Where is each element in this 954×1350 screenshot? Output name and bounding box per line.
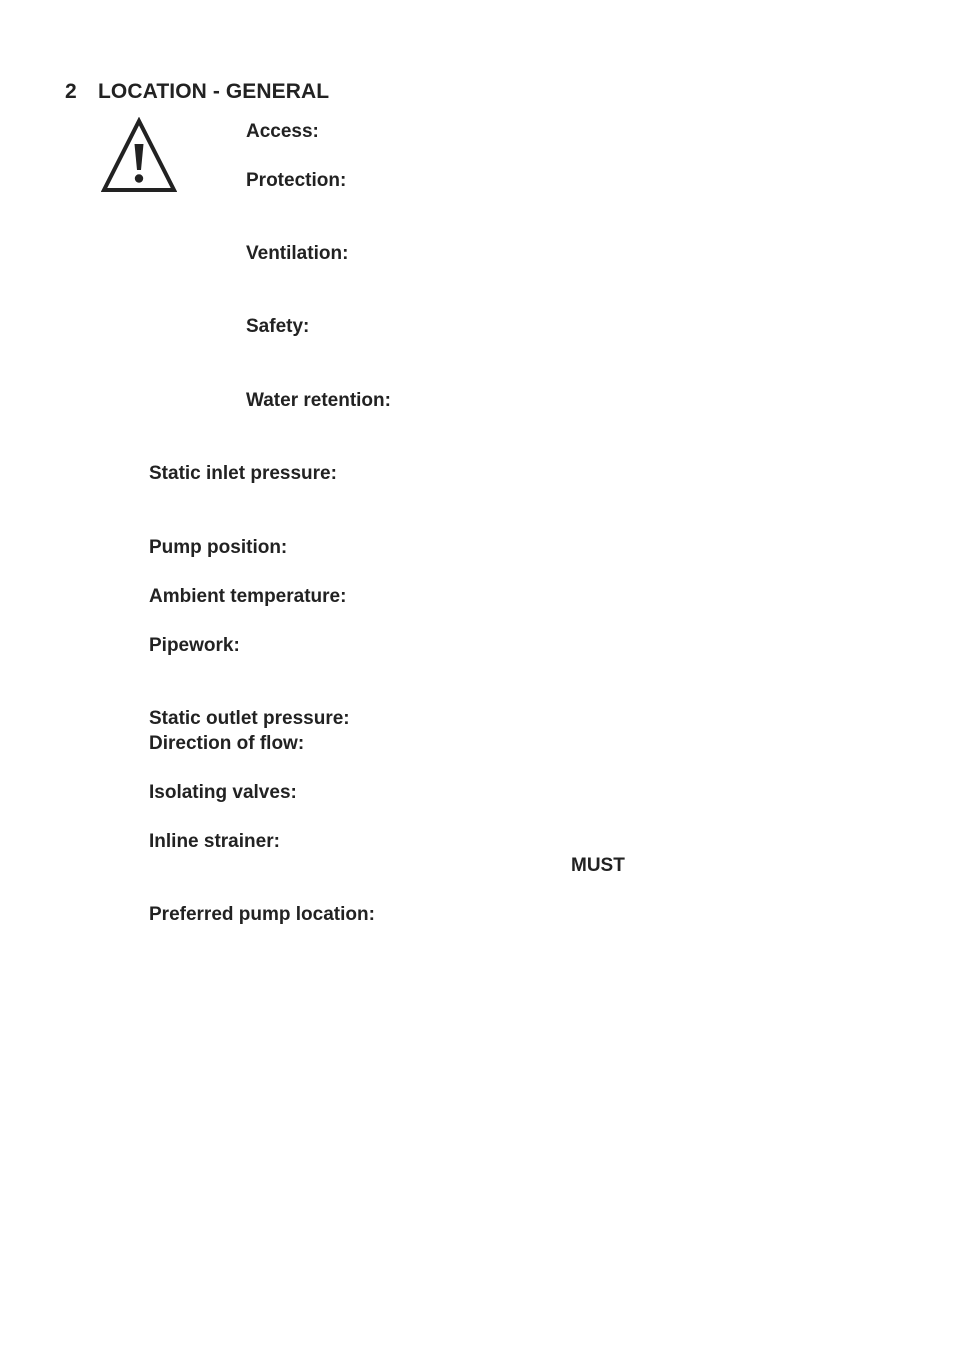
label-ventilation: Ventilation: <box>246 243 349 264</box>
label-pipework: Pipework: <box>149 635 240 656</box>
warning-triangle-icon <box>101 117 177 193</box>
label-ambient-temperature: Ambient temperature: <box>149 586 347 607</box>
section-heading <box>65 80 329 104</box>
emphasis-must: MUST <box>571 855 625 876</box>
label-inline-strainer: Inline strainer: <box>149 831 280 852</box>
label-static-inlet-pressure: Static inlet pressure: <box>149 463 337 484</box>
label-isolating-valves: Isolating valves: <box>149 782 297 803</box>
label-safety: Safety: <box>246 316 310 337</box>
label-access: Access: <box>246 121 319 142</box>
label-direction-of-flow: Direction of flow: <box>149 733 305 754</box>
section-number: 2 <box>65 80 77 103</box>
label-static-outlet-pressure: Static outlet pressure: <box>149 708 350 729</box>
section-title: LOCATION - GENERAL <box>98 80 330 103</box>
label-protection: Protection: <box>246 170 347 191</box>
label-pump-position: Pump position: <box>149 537 288 558</box>
label-preferred-pump-location: Preferred pump location: <box>149 904 375 925</box>
label-water-retention: Water retention: <box>246 390 391 411</box>
